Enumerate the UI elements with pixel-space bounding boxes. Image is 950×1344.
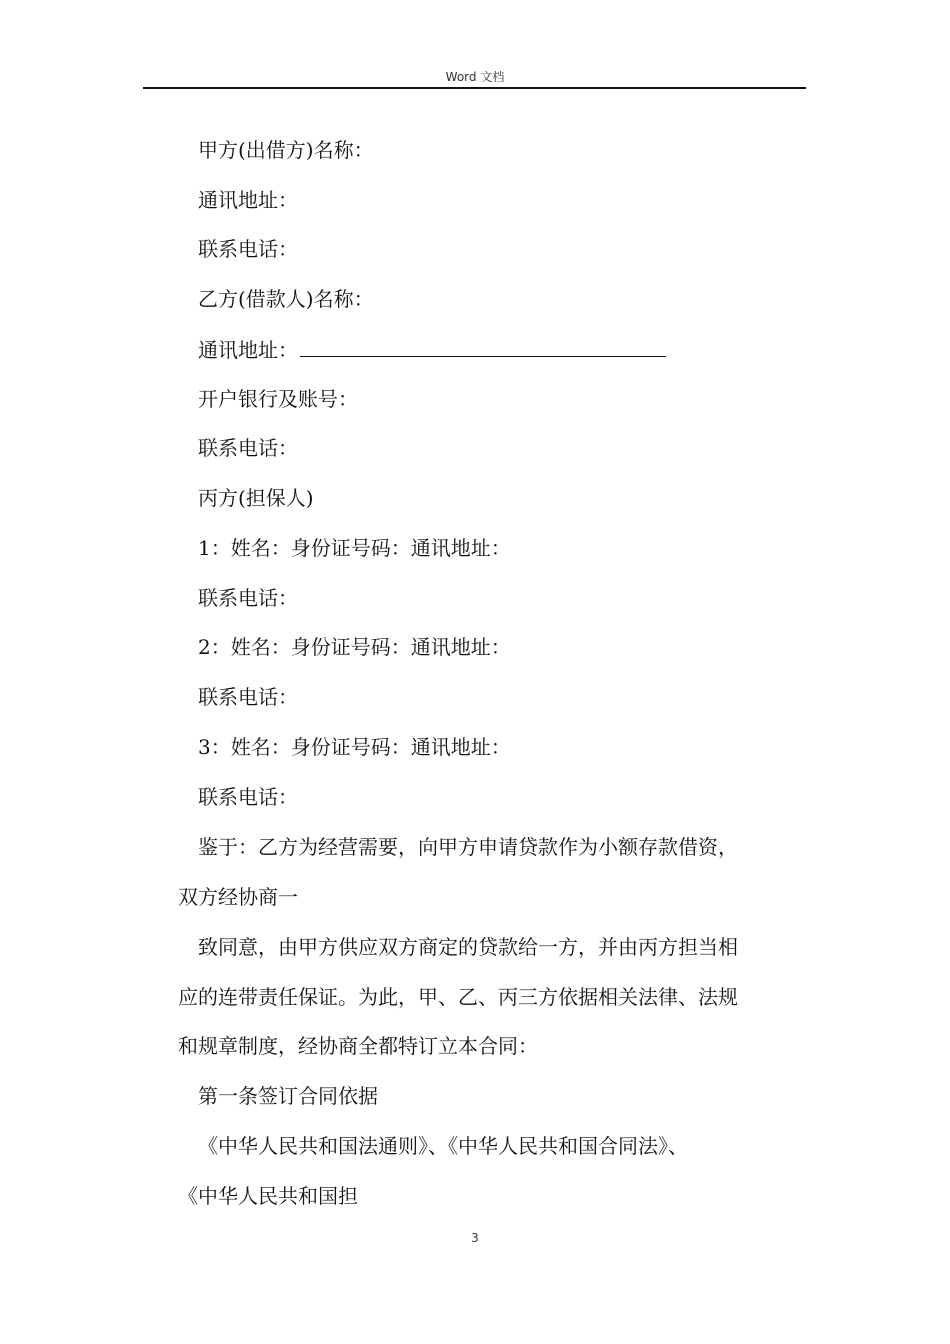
- borrower-name-line: 乙方(借款人)名称：: [198, 287, 374, 311]
- borrower-phone-line: 联系电话：: [198, 436, 298, 460]
- borrower-address-blank: [300, 336, 666, 357]
- article-1-body-line-1: 《中华人民共和国法通则》、《中华人民共和国合同法》、: [198, 1134, 688, 1158]
- recital-paragraph-line-4: 应的连带责任保证。为此，甲、乙、丙三方依据相关法律、法规: [178, 985, 738, 1009]
- guarantor-3-line: 3：姓名：身份证号码：通讯地址：: [198, 735, 511, 759]
- lender-address-line: 通讯地址：: [198, 188, 298, 212]
- borrower-bank-line: 开户银行及账号：: [198, 387, 358, 411]
- guarantor-1-phone-line: 联系电话：: [198, 586, 298, 610]
- lender-phone-line: 联系电话：: [198, 237, 298, 261]
- article-1-body-line-2: 《中华人民共和国担: [178, 1184, 358, 1208]
- lender-name-line: 甲方(出借方)名称：: [198, 138, 374, 162]
- header-divider: [143, 87, 806, 89]
- guarantor-2-phone-line: 联系电话：: [198, 685, 298, 709]
- borrower-address-line: [198, 336, 666, 363]
- recital-paragraph-line-1: 鉴于：乙方为经营需要，向甲方申请贷款作为小额存款借资，: [198, 835, 738, 859]
- recital-paragraph-line-2: 双方经协商一: [178, 885, 298, 909]
- guarantor-3-phone-line: 联系电话：: [198, 785, 298, 809]
- recital-paragraph-line-5: 和规章制度，经协商全都特订立本合同：: [178, 1034, 538, 1058]
- header-title: Word 文档: [445, 70, 505, 84]
- borrower-address-label: 通讯地址：: [198, 338, 298, 362]
- page-number: 3: [471, 1231, 479, 1245]
- recital-paragraph-line-3: 致同意，由甲方供应双方商定的贷款给一方，并由丙方担当相: [198, 935, 738, 959]
- guarantor-1-line: 1：姓名：身份证号码：通讯地址：: [198, 536, 511, 560]
- article-1-heading: 第一条签订合同依据: [198, 1084, 378, 1108]
- guarantor-heading-line: 丙方(担保人): [198, 486, 314, 510]
- guarantor-2-line: 2：姓名：身份证号码：通讯地址：: [198, 635, 511, 659]
